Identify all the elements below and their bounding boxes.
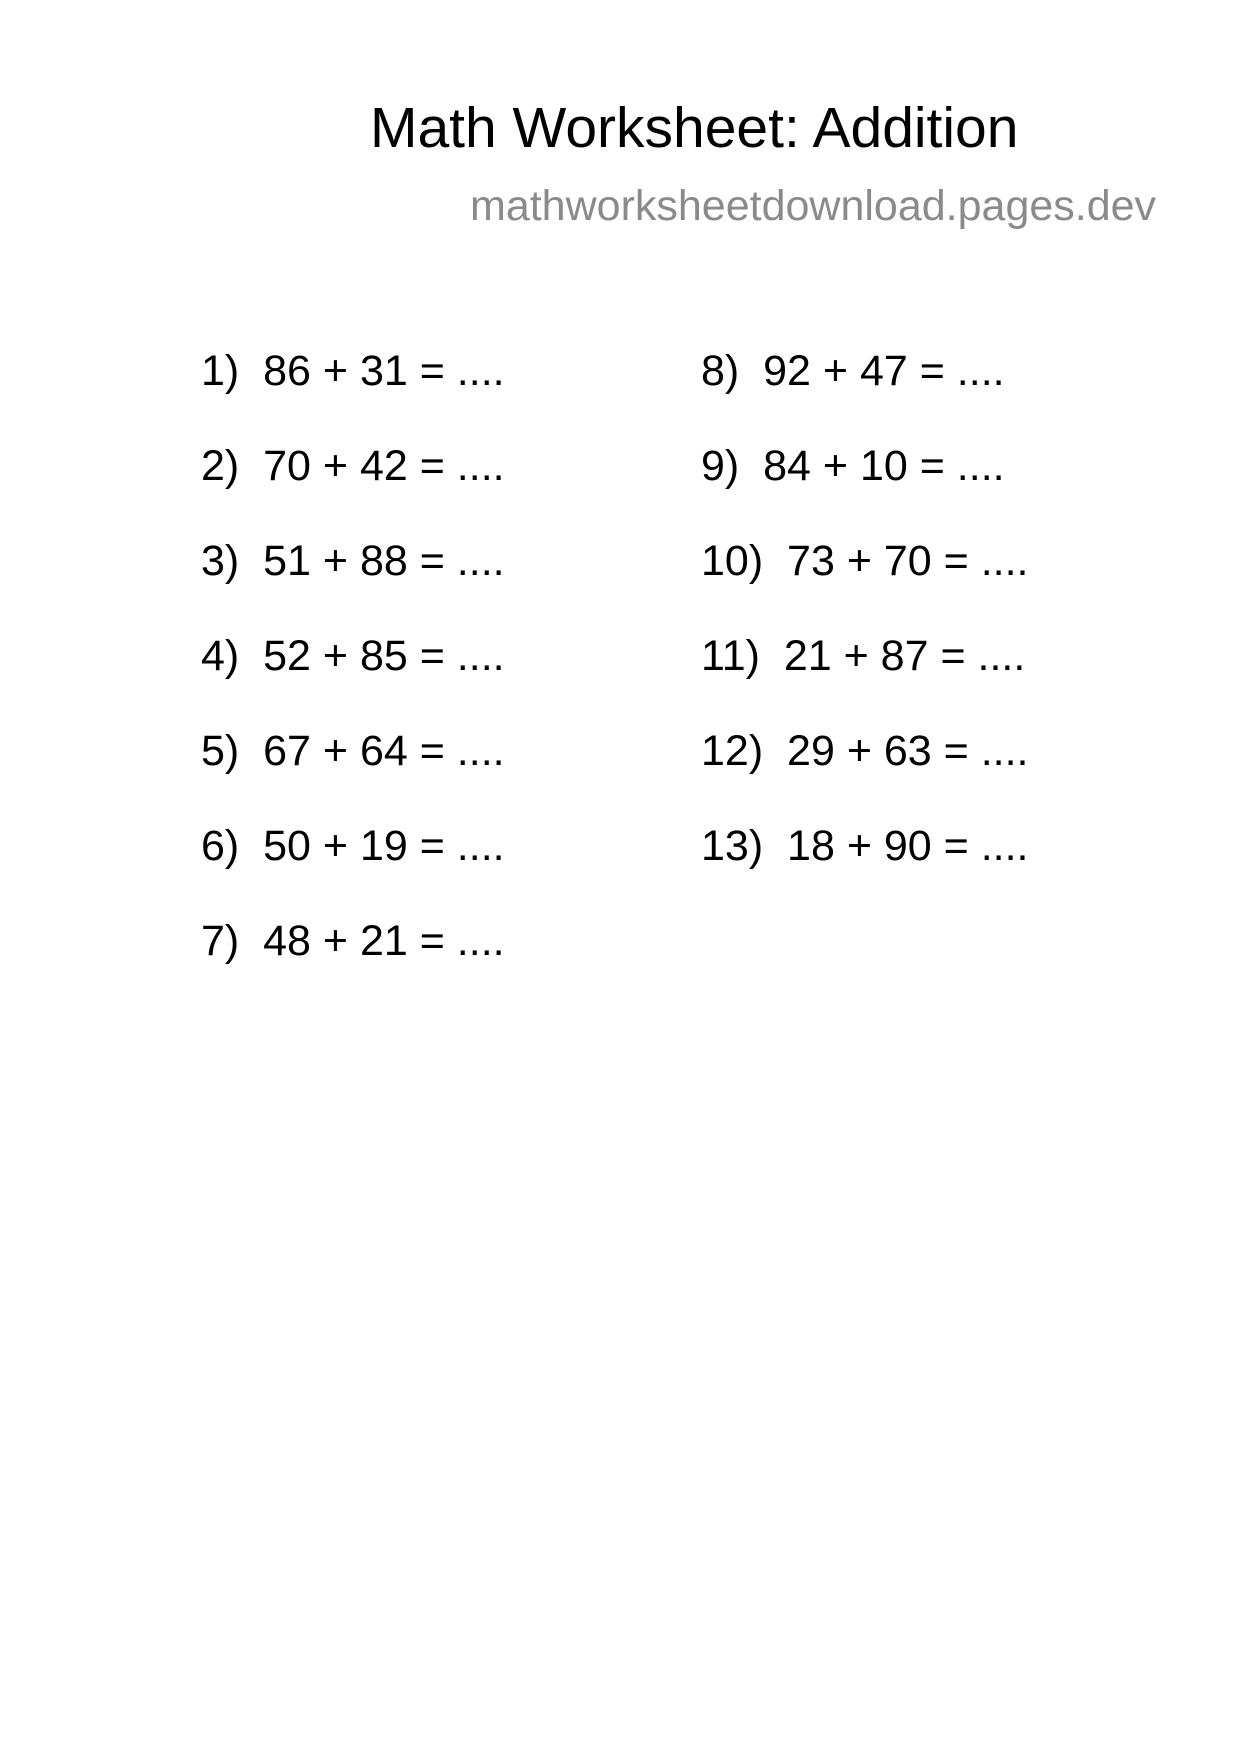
problem-7: 7) 48 + 21 = .... xyxy=(201,917,505,965)
page-title: Math Worksheet: Addition xyxy=(370,96,1019,160)
website-url: mathworksheetdownload.pages.dev xyxy=(470,182,1157,230)
problem-9: 9) 84 + 10 = .... xyxy=(701,442,1005,490)
problem-5: 5) 67 + 64 = .... xyxy=(201,727,505,775)
problem-1: 1) 86 + 31 = .... xyxy=(201,347,505,395)
problem-13: 13) 18 + 90 = .... xyxy=(701,822,1029,870)
problem-4: 4) 52 + 85 = .... xyxy=(201,632,505,680)
problem-6: 6) 50 + 19 = .... xyxy=(201,822,505,870)
problem-3: 3) 51 + 88 = .... xyxy=(201,537,505,585)
problem-11: 11) 21 + 87 = .... xyxy=(701,632,1026,680)
problem-10: 10) 73 + 70 = .... xyxy=(701,537,1029,585)
problem-8: 8) 92 + 47 = .... xyxy=(701,347,1005,395)
problem-2: 2) 70 + 42 = .... xyxy=(201,442,505,490)
problem-12: 12) 29 + 63 = .... xyxy=(701,727,1029,775)
